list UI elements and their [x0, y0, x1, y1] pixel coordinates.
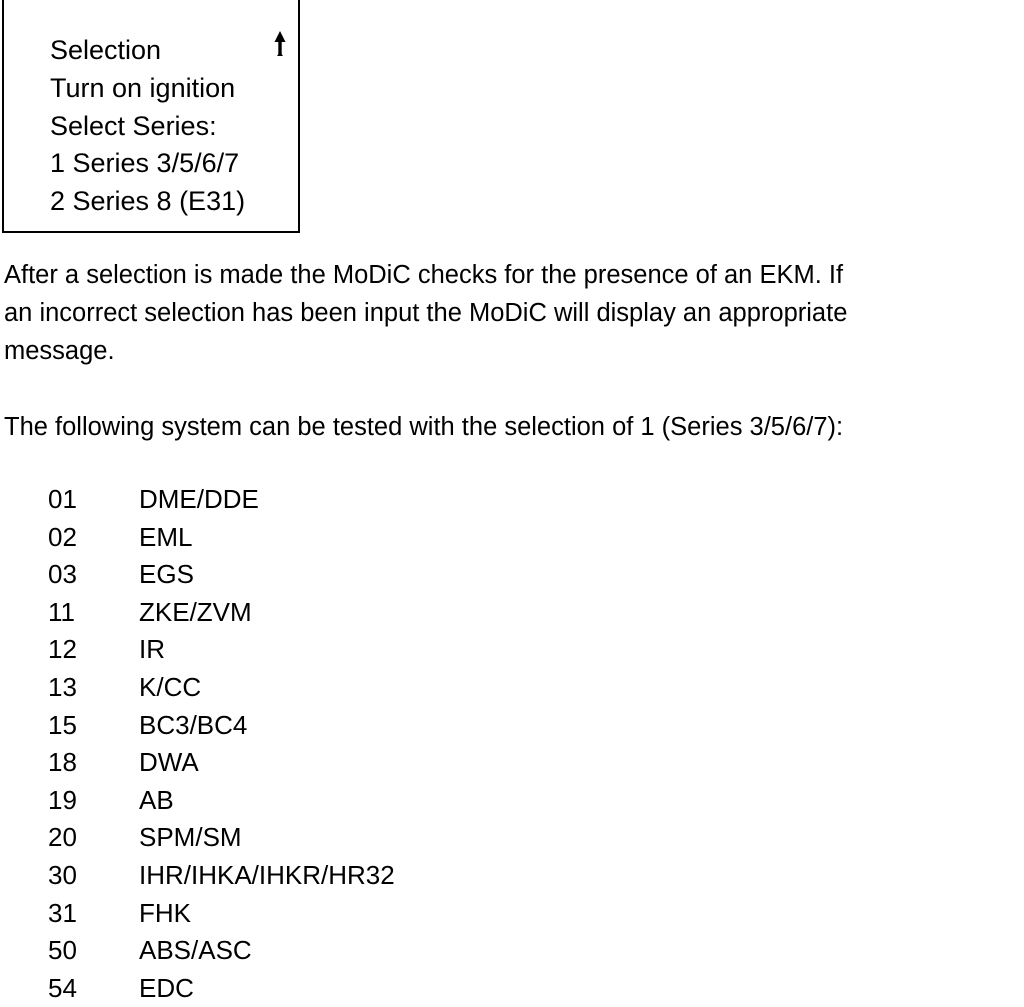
system-name: ABS/ASC — [139, 935, 252, 966]
display-line-select-series: Select Series: — [50, 111, 217, 141]
display-line-option-1: 1 Series 3/5/6/7 — [50, 148, 240, 178]
system-name: ZKE/ZVM — [139, 596, 252, 627]
system-name: EGS — [139, 559, 194, 590]
paragraph-line-2: an incorrect selection has been input the MoDiC will display an appropriate — [4, 299, 848, 327]
system-code: 11 — [48, 596, 75, 627]
systems-intro: The following system can be tested with the selection of 1 (Series 3/5/6/7): — [4, 413, 844, 441]
system-code: 01 — [48, 484, 77, 514]
display-line-option-2: 2 Series 8 (E31) — [50, 186, 246, 216]
system-code: 02 — [48, 521, 77, 552]
system-name: IHR/IHKA/IHKR/HR32 — [139, 860, 395, 890]
system-code: 13 — [48, 672, 77, 702]
system-name: IR — [139, 634, 165, 665]
system-code: 31 — [48, 897, 77, 928]
system-code: 03 — [48, 559, 77, 590]
system-name: K/CC — [139, 672, 202, 702]
paragraph-line-1: After a selection is made the MoDiC checks for the presence of an EKM. If — [4, 261, 844, 289]
up-down-arrow-icon — [272, 30, 288, 60]
system-code: 20 — [48, 822, 77, 853]
system-code: 30 — [48, 860, 77, 890]
system-name: EDC — [139, 972, 194, 1003]
system-name: DWA — [139, 747, 199, 778]
system-code: 50 — [48, 935, 77, 966]
system-code: 19 — [48, 784, 77, 815]
system-name: FHK — [139, 897, 191, 928]
display-line-ignition: Turn on ignition — [50, 73, 236, 103]
system-name: AB — [139, 784, 174, 815]
system-name: DME/DDE — [139, 484, 259, 514]
modic-display-box — [2, 0, 300, 233]
system-name: SPM/SM — [139, 822, 242, 853]
paragraph-line-3: message. — [4, 337, 115, 365]
system-code: 15 — [48, 709, 77, 740]
display-line-selection: Selection — [50, 35, 162, 65]
system-code: 54 — [48, 972, 77, 1003]
system-name: EML — [139, 521, 193, 552]
system-name: BC3/BC4 — [139, 709, 248, 740]
system-code: 18 — [48, 747, 77, 778]
system-code: 12 — [48, 634, 77, 665]
